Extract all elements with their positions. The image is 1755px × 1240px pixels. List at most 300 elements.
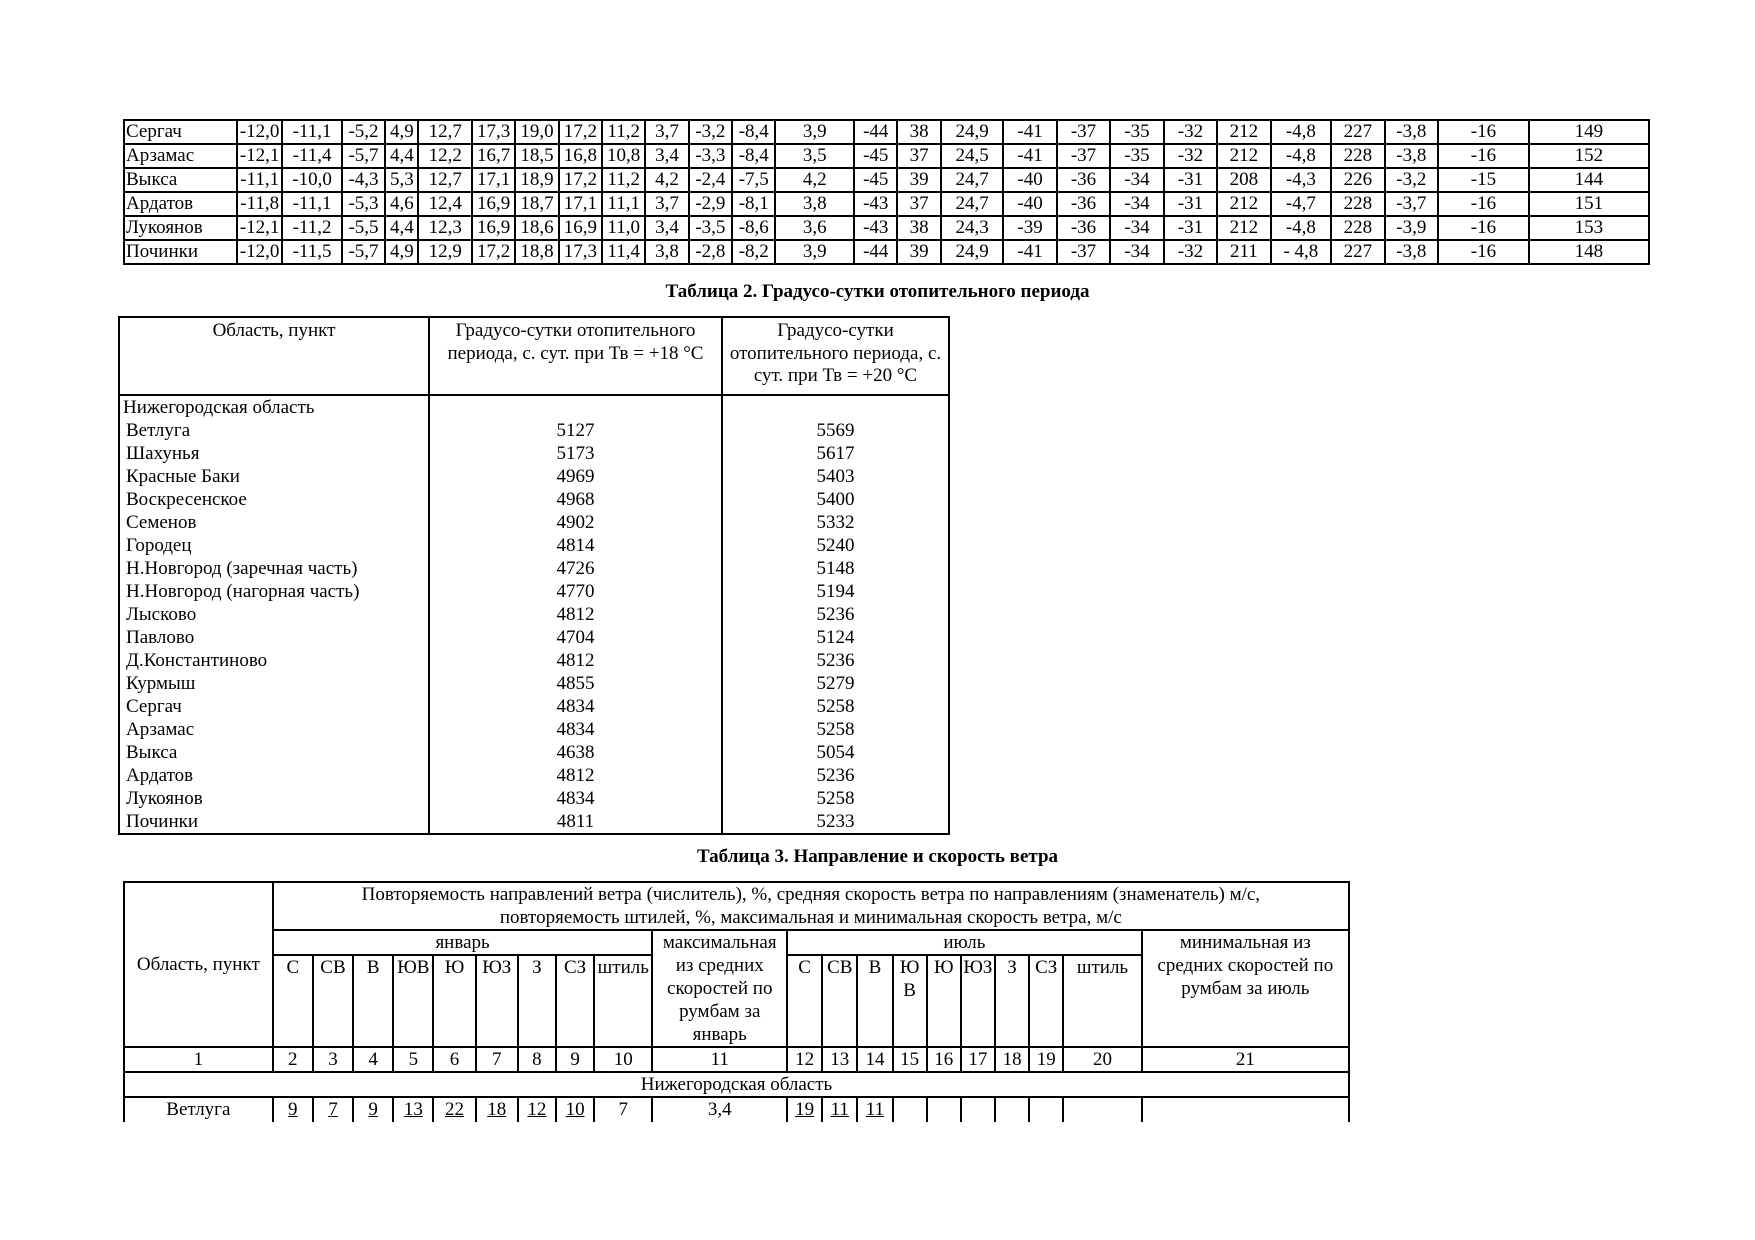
data-cell: -3,2 [1385,168,1438,192]
column-number: 11 [652,1047,787,1072]
data-cell: 12,3 [418,216,471,240]
data-cell: 3,7 [645,120,688,144]
place-name: Курмыш [126,673,196,694]
direction-header: Ю В [893,955,927,1047]
place-name: Н.Новгород (заречная часть) [126,558,358,579]
data-cell: 12,4 [418,192,471,216]
direction-header: ЮЗ [961,955,995,1047]
data-cell: -40 [1003,192,1056,216]
header-july: июль [787,930,1142,955]
data-cell: 17,2 [559,168,602,192]
data-cell: 3,4 [645,144,688,168]
place-name: Выкса [124,168,237,192]
data-cell: -44 [854,120,897,144]
data-cell: 11,0 [602,216,645,240]
january-value: 18 [476,1097,518,1122]
degree-days-18-value: 5173 [556,443,595,464]
data-cell: -34 [1110,192,1163,216]
degree-days-18-value: 4834 [556,719,595,740]
data-cell: 17,2 [472,240,515,264]
data-cell: -4,8 [1271,120,1332,144]
degree-days-18-value: 4855 [556,673,595,694]
data-cell: 3,8 [775,192,854,216]
data-cell: -11,8 [237,192,282,216]
direction-header: штиль [594,955,652,1047]
data-cell: -36 [1057,168,1110,192]
degree-days-20-value: 5236 [816,765,855,786]
data-cell: 16,9 [559,216,602,240]
column-number: 2 [273,1047,313,1072]
header-max-january: максимальная из средних скоростей по румбам за январь [652,930,787,1047]
data-cell: -31 [1164,216,1217,240]
degree-days-20-value: 5279 [816,673,855,694]
region-label: Нижегородская область [123,397,315,418]
data-cell: 211 [1217,240,1270,264]
header-degree-days-20: Градусо-сутки отопительного периода, с. сут. при Тв = +20 °С [722,317,949,395]
data-cell: 18,8 [515,240,558,264]
column-number: 7 [476,1047,518,1072]
data-cell: 17,1 [559,192,602,216]
degree-days-18-value: 4902 [556,512,595,533]
data-cell: 24,7 [941,192,1004,216]
direction-header: ЮЗ [476,955,518,1047]
data-cell: -5,3 [342,192,385,216]
july-value: 11 [822,1097,857,1122]
degree-days-20-value: 5569 [816,420,855,441]
data-cell: 4,4 [385,144,418,168]
data-cell: 212 [1217,216,1270,240]
data-cell: -4,3 [342,168,385,192]
data-cell: 39 [897,168,940,192]
data-cell: 16,9 [472,216,515,240]
data-cell: -3,8 [1385,144,1438,168]
degree-days-18-value: 4811 [556,811,595,832]
degree-days-18-value: 4812 [556,604,595,625]
data-cell: -2,4 [689,168,732,192]
table-row [124,144,1649,168]
july-value: 19 [787,1097,822,1122]
data-cell: 18,6 [515,216,558,240]
degree-days-18-value: 5127 [556,420,595,441]
place-name: Н.Новгород (нагорная часть) [126,581,360,602]
degree-days-20-value: 5236 [816,650,855,671]
data-cell: 212 [1217,144,1270,168]
data-cell: 38 [897,120,940,144]
column-number: 9 [556,1047,594,1072]
july-value-empty [927,1097,961,1122]
data-cell: 12,7 [418,168,471,192]
table-row [124,120,1649,144]
place-name: Красные Баки [126,466,240,487]
data-cell: -32 [1164,144,1217,168]
data-cell: -3,8 [1385,120,1438,144]
data-cell: 153 [1529,216,1649,240]
data-cell: -16 [1438,120,1529,144]
column-number: 21 [1142,1047,1349,1072]
july-value-empty [995,1097,1029,1122]
direction-header: ЮВ [393,955,433,1047]
data-cell: -4,8 [1271,144,1332,168]
data-cell: -37 [1057,240,1110,264]
degree-days-20-value: 5054 [816,742,855,763]
data-cell: 228 [1331,144,1384,168]
direction-header: В [353,955,393,1047]
degree-days-20-value: 5124 [816,627,855,648]
data-cell: 4,6 [385,192,418,216]
data-cell: -12,0 [237,240,282,264]
header-wind-description: Повторяемость направлений ветра (числитель), %, средняя скорость ветра по направлениям (знаменатель) м/с, повторяемость штилей, %, максимальная и минимальная скорость ветра, м/с [273,882,1349,930]
data-cell: 16,8 [559,144,602,168]
column-number: 1 [124,1047,273,1072]
header-degree-days-18: Градусо-сутки отопительного периода, с. сут. при Тв = +18 °С [429,317,722,395]
header-min-july: минимальная из средних скоростей по румбам за июль [1142,930,1349,1047]
data-cell: -11,2 [282,216,342,240]
data-cell: -44 [854,240,897,264]
calm-january: 7 [594,1097,652,1122]
data-cell: -35 [1110,144,1163,168]
data-cell: -34 [1110,168,1163,192]
data-cell: 12,2 [418,144,471,168]
data-cell: 4,2 [775,168,854,192]
table-row [124,192,1649,216]
data-cell: 17,3 [472,120,515,144]
data-cell: -10,0 [282,168,342,192]
degree-days-18-value: 4834 [556,788,595,809]
degree-days-18-value: 4968 [556,489,595,510]
data-cell: -12,1 [237,216,282,240]
data-cell: 208 [1217,168,1270,192]
data-cell: -40 [1003,168,1056,192]
data-cell: - 4,8 [1271,240,1332,264]
place-name: Арзамас [124,144,237,168]
degree-days-20-value: 5148 [816,558,855,579]
data-cell: 212 [1217,192,1270,216]
header-region-point: Область, пункт [124,882,273,1047]
place-name: Ветлуга [124,1097,273,1122]
data-cell: 212 [1217,120,1270,144]
data-cell: -3,3 [689,144,732,168]
data-cell: 3,9 [775,240,854,264]
place-name: Павлово [126,627,195,648]
direction-header: З [995,955,1029,1047]
data-cell: -8,4 [732,144,775,168]
data-cell: -3,8 [1385,240,1438,264]
column-number: 15 [893,1047,927,1072]
january-value: 10 [556,1097,594,1122]
place-name: Лукоянов [126,788,203,809]
direction-header: СЗ [556,955,594,1047]
table3-caption: Таблица 3. Направление и скорость ветра [696,846,1059,867]
direction-header: СЗ [1029,955,1063,1047]
place-name: Сергач [126,696,182,717]
degree-days-20-value: 5617 [816,443,855,464]
direction-header: штиль [1063,955,1141,1047]
table-row [124,216,1649,240]
data-cell: -3,5 [689,216,732,240]
min-july-value [1142,1097,1349,1122]
region-label: Нижегородская область [124,1072,1349,1097]
data-cell: 11,2 [602,168,645,192]
data-cell: -8,4 [732,120,775,144]
place-name: Ветлуга [126,420,191,441]
data-cell: -11,1 [237,168,282,192]
direction-header: З [518,955,556,1047]
data-cell: 3,9 [775,120,854,144]
data-cell: 39 [897,240,940,264]
data-cell: -37 [1057,120,1110,144]
degree-days-18-column [429,395,722,834]
data-cell: -16 [1438,240,1529,264]
data-cell: 227 [1331,120,1384,144]
data-cell: -41 [1003,120,1056,144]
wind-table [123,881,1350,1122]
data-cell: 17,3 [559,240,602,264]
direction-header: СВ [313,955,353,1047]
data-cell: -12,1 [237,144,282,168]
january-value: 13 [393,1097,433,1122]
data-cell: -11,1 [282,192,342,216]
data-cell: -4,7 [1271,192,1332,216]
january-value: 22 [433,1097,475,1122]
data-cell: 18,7 [515,192,558,216]
data-cell: 24,7 [941,168,1004,192]
data-cell: 3,8 [645,240,688,264]
data-cell: 228 [1331,216,1384,240]
data-cell: -43 [854,216,897,240]
data-cell: -36 [1057,192,1110,216]
data-cell: -31 [1164,192,1217,216]
place-name: Воскресенское [126,489,247,510]
column-number: 20 [1063,1047,1141,1072]
july-value-empty [893,1097,927,1122]
data-cell: 18,5 [515,144,558,168]
place-name: Починки [124,240,237,264]
data-cell: -41 [1003,240,1056,264]
direction-header: Ю [433,955,475,1047]
data-cell: 152 [1529,144,1649,168]
column-number: 5 [393,1047,433,1072]
data-cell: -45 [854,144,897,168]
data-cell: 12,9 [418,240,471,264]
degree-days-table [118,316,950,835]
january-value: 9 [353,1097,393,1122]
data-cell: -5,7 [342,144,385,168]
column-number: 18 [995,1047,1029,1072]
column-number: 13 [822,1047,857,1072]
data-cell: -41 [1003,144,1056,168]
data-cell: 11,2 [602,120,645,144]
data-cell: -4,8 [1271,216,1332,240]
degree-days-20-value: 5258 [816,788,855,809]
july-value-empty [961,1097,995,1122]
data-cell: -39 [1003,216,1056,240]
data-cell: -7,5 [732,168,775,192]
data-cell: 5,3 [385,168,418,192]
place-name: Лысково [126,604,197,625]
july-value: 11 [857,1097,892,1122]
data-cell: 3,7 [645,192,688,216]
data-cell: -5,5 [342,216,385,240]
column-number: 17 [961,1047,995,1072]
data-cell: 227 [1331,240,1384,264]
place-name: Шахунья [126,443,200,464]
data-cell: 151 [1529,192,1649,216]
data-cell: 4,2 [645,168,688,192]
degree-days-20-value: 5258 [816,696,855,717]
column-number: 12 [787,1047,822,1072]
data-cell: 16,9 [472,192,515,216]
direction-header: СВ [822,955,857,1047]
degree-days-18-value: 4704 [556,627,595,648]
place-name: Сергач [124,120,237,144]
data-cell: -16 [1438,216,1529,240]
data-cell: 3,5 [775,144,854,168]
data-cell: 16,7 [472,144,515,168]
data-cell: -16 [1438,144,1529,168]
data-cell: -11,4 [282,144,342,168]
place-name: Городец [126,535,192,556]
data-cell: -2,9 [689,192,732,216]
data-cell: -34 [1110,216,1163,240]
data-cell: -31 [1164,168,1217,192]
data-cell: 19,0 [515,120,558,144]
july-value-empty [1029,1097,1063,1122]
place-name: Лукоянов [124,216,237,240]
data-cell: 37 [897,144,940,168]
degree-days-20-value: 5194 [816,581,855,602]
data-cell: 144 [1529,168,1649,192]
place-names-column [119,395,429,834]
degree-days-18-value: 4726 [556,558,595,579]
table-row [124,168,1649,192]
degree-days-18-value: 4812 [556,650,595,671]
data-cell: 3,6 [775,216,854,240]
data-cell: -3,2 [689,120,732,144]
data-cell: 10,8 [602,144,645,168]
data-cell: -36 [1057,216,1110,240]
data-cell: 226 [1331,168,1384,192]
data-cell: 18,9 [515,168,558,192]
column-number: 10 [594,1047,652,1072]
data-cell: -43 [854,192,897,216]
direction-header: С [787,955,822,1047]
place-name: Д.Константиново [126,650,268,671]
january-value: 12 [518,1097,556,1122]
place-name: Ардатов [124,192,237,216]
degree-days-18-value: 4770 [556,581,595,602]
data-cell: -12,0 [237,120,282,144]
column-number: 3 [313,1047,353,1072]
january-value: 7 [313,1097,353,1122]
data-cell: -15 [1438,168,1529,192]
data-cell: 24,9 [941,120,1004,144]
degree-days-18-value: 4969 [556,466,595,487]
data-cell: 3,4 [645,216,688,240]
data-cell: 24,9 [941,240,1004,264]
january-value: 9 [273,1097,313,1122]
data-cell: -5,7 [342,240,385,264]
direction-header: В [857,955,892,1047]
data-cell: 38 [897,216,940,240]
data-cell: 17,1 [472,168,515,192]
data-cell: -8,6 [732,216,775,240]
calm-july [1063,1097,1141,1122]
data-cell: 24,3 [941,216,1004,240]
data-cell: -3,7 [1385,192,1438,216]
data-cell: 4,4 [385,216,418,240]
degree-days-18-value: 4834 [556,696,595,717]
data-cell: 37 [897,192,940,216]
degree-days-20-column [722,395,949,834]
place-name: Семенов [126,512,197,533]
data-cell: 228 [1331,192,1384,216]
degree-days-18-value: 4812 [556,765,595,786]
data-cell: -4,3 [1271,168,1332,192]
place-name: Выкса [126,742,178,763]
data-cell: -5,2 [342,120,385,144]
data-cell: 148 [1529,240,1649,264]
table-row [124,240,1649,264]
degree-days-20-value: 5236 [816,604,855,625]
data-cell: -11,1 [282,120,342,144]
header-january: январь [273,930,653,955]
data-cell: -37 [1057,144,1110,168]
data-cell: 4,9 [385,240,418,264]
data-cell: 4,9 [385,120,418,144]
direction-header: Ю [927,955,961,1047]
degree-days-20-value: 5400 [816,489,855,510]
degree-days-18-value: 4814 [556,535,595,556]
data-cell: 12,7 [418,120,471,144]
degree-days-20-value: 5332 [816,512,855,533]
data-cell: -35 [1110,120,1163,144]
data-cell: -32 [1164,120,1217,144]
data-cell: 149 [1529,120,1649,144]
degree-days-18-value: 4638 [556,742,595,763]
degree-days-20-value: 5403 [816,466,855,487]
column-number: 4 [353,1047,393,1072]
max-january-value: 3,4 [652,1097,787,1122]
data-cell: -8,1 [732,192,775,216]
degree-days-20-value: 5258 [816,719,855,740]
data-cell: 11,4 [602,240,645,264]
data-cell: 17,2 [559,120,602,144]
data-cell: 24,5 [941,144,1004,168]
data-cell: -8,2 [732,240,775,264]
climate-data-table [123,119,1650,265]
data-cell: -34 [1110,240,1163,264]
place-name: Ардатов [126,765,194,786]
data-cell: 11,1 [602,192,645,216]
header-region-point: Область, пункт [119,317,429,395]
place-name: Починки [126,811,199,832]
column-number: 8 [518,1047,556,1072]
direction-header: С [273,955,313,1047]
data-cell: -2,8 [689,240,732,264]
table2-caption: Таблица 2. Градусо-сутки отопительного периода [665,281,1090,302]
place-name: Арзамас [126,719,195,740]
data-cell: -45 [854,168,897,192]
column-number: 16 [927,1047,961,1072]
column-number: 19 [1029,1047,1063,1072]
data-cell: -32 [1164,240,1217,264]
column-number: 14 [857,1047,892,1072]
degree-days-20-value: 5233 [816,811,855,832]
data-cell: -3,9 [1385,216,1438,240]
column-number: 6 [433,1047,475,1072]
data-cell: -11,5 [282,240,342,264]
data-cell: -16 [1438,192,1529,216]
